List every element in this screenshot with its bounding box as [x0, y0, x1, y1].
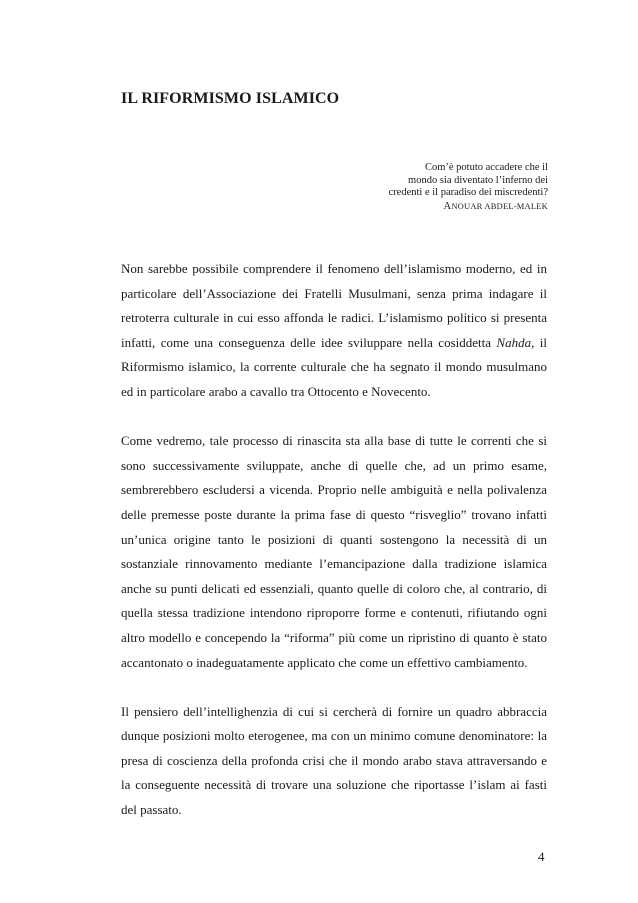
paragraph-text: Non sarebbe possibile comprendere il fenomeno dell’islamismo moderno, ed in particolare dell’Associazione dei Fratelli Musulmani, senza prima indagare il retroterra culturale in cui esso affonda le radici. L’islamismo politico si presenta infatti, come una conseguenza delle idee sviluppare nella cosiddetta: [121, 261, 547, 350]
paragraph: [121, 429, 547, 675]
epigraph-line: credenti e il paradiso dei miscredenti?: [388, 187, 548, 198]
paragraph: [121, 257, 547, 405]
epigraph-author: [308, 200, 548, 214]
paragraph: [121, 700, 547, 823]
epigraph: [308, 162, 548, 213]
page-number: 4: [538, 849, 545, 864]
paragraph-text: , il Riformismo islamico, la corrente culturale che ha segnato il mondo musulmano ed in particolare arabo a cavallo tra Ottocento e Novecento.: [121, 334, 547, 399]
page-title: IL RIFORMISMO ISLAMICO: [121, 90, 340, 107]
paragraph-text: Il pensiero dell’intellighenzia di cui si cercherà di fornire un quadro abbraccia dunque posizioni molto eterogenee, ma con un minimo comune denominatore: la presa di coscienza della profonda crisi che il mondo arabo stava attraversando e la conseguente necessità di trovare una soluzione che riportasse l’islam ai fasti del passato.: [121, 703, 547, 818]
paragraph-text: Come vedremo, tale processo di rinascita sta alla base di tutte le correnti che si sono successivamente sviluppate, anche di quelle che, ad un primo esame, sembrerebbero escludersi a vicenda. Proprio nelle ambiguità e nella polivalenza delle premesse poste durante la prima fase di questo “risveglio” trovano infatti un’unica origine tanto le posizioni di quanti sostengono la necessità di un sostanziale rinnovamento mediante l’emancipazione dalla tradizione islamica anche su punti delicati ed essenziali, quanto quelle di coloro che, al contrario, di quella stessa tradizione intendono riproporre forme e contenuti, rifiutando ogni altro modello e concependo la “riforma” più come un ripristino di quanto è stato accantonato o inadeguatamente applicato che come un effettivo cambiamento.: [121, 433, 547, 670]
paragraph-emphasis: Nahda: [496, 334, 532, 350]
epigraph-line: mondo sia diventato l’inferno dei: [408, 174, 548, 186]
epigraph-line: Com’è potuto accadere che il: [424, 162, 548, 173]
epigraph-author-initial: A: [443, 200, 452, 212]
epigraph-author-name: NOUAR ABDEL-MALEK: [451, 200, 548, 211]
body-text: [121, 257, 547, 847]
